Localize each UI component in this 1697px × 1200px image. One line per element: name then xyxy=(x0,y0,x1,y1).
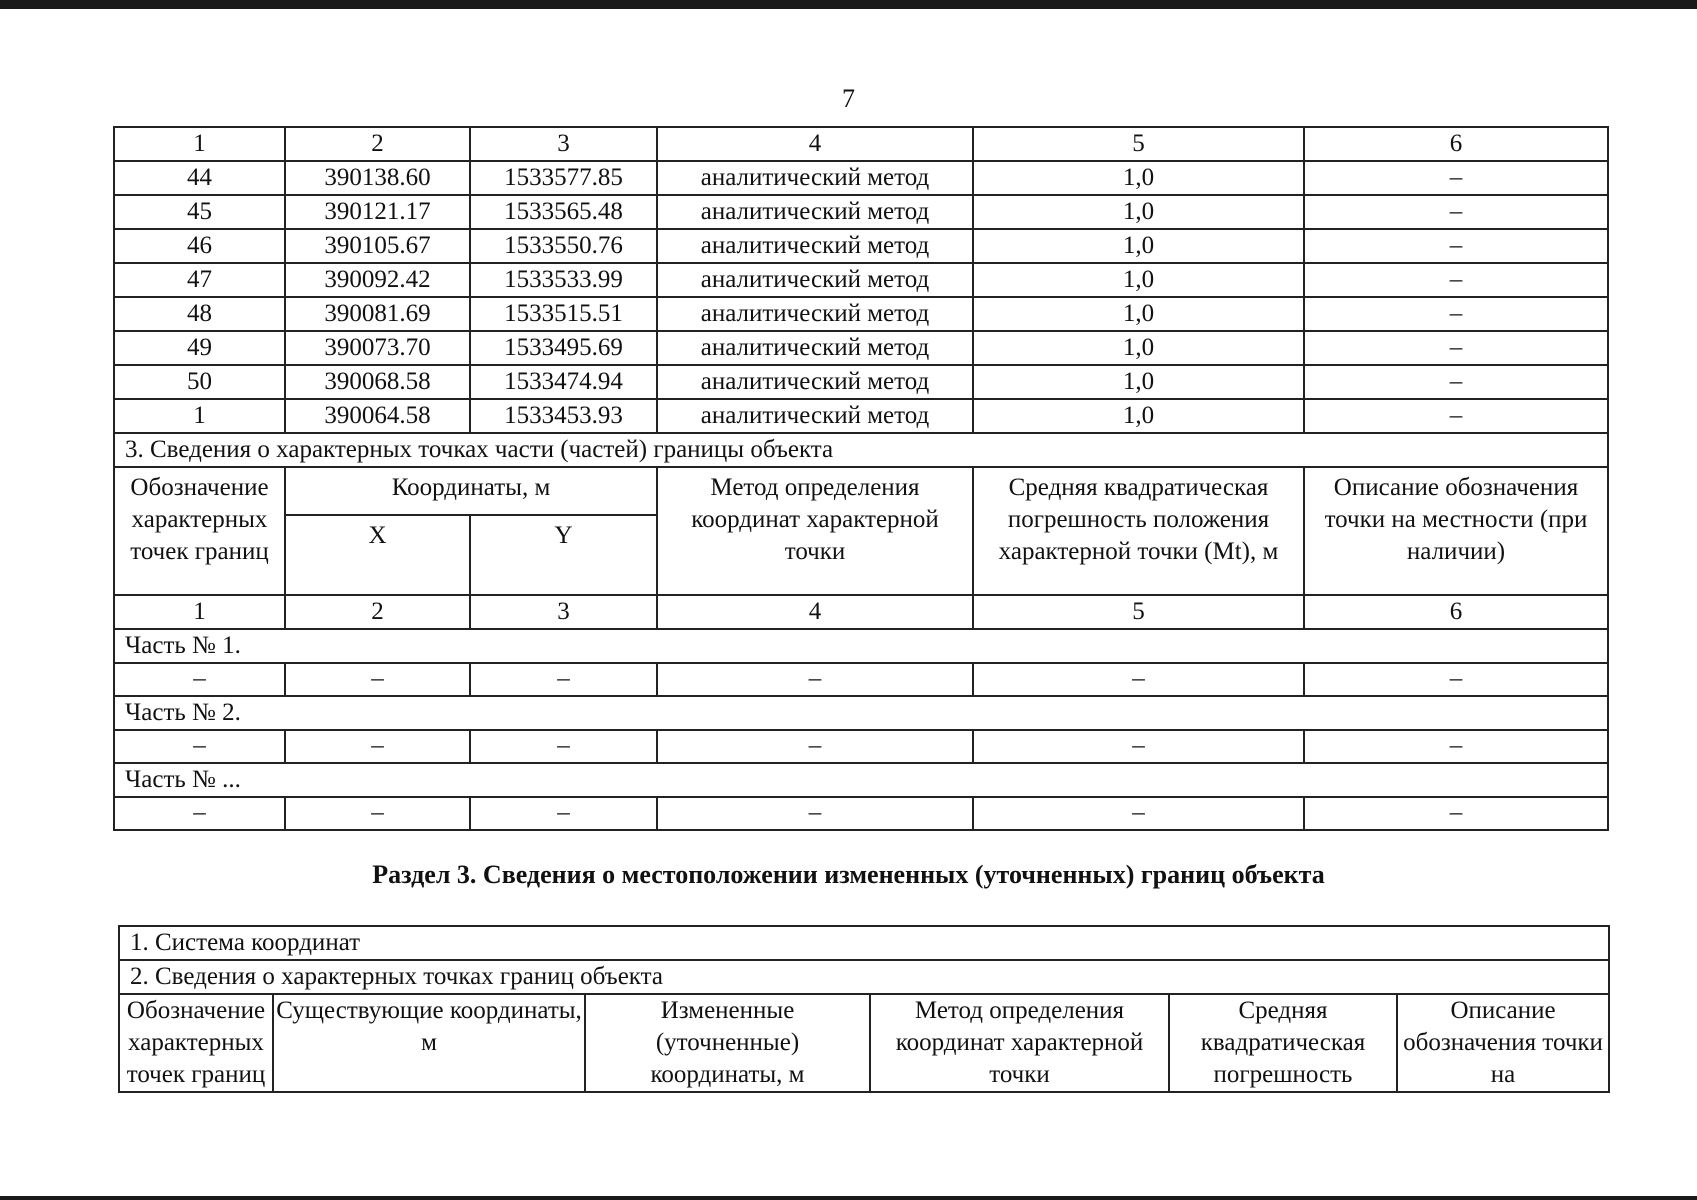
part-value: – xyxy=(285,730,470,763)
coord-y: 1533577.85 xyxy=(470,161,657,195)
header-method: Метод определения координат характерной точки xyxy=(870,994,1169,1092)
part-label-row xyxy=(114,763,1608,797)
method: аналитический метод xyxy=(657,365,973,399)
part-values-row xyxy=(114,663,1608,696)
table-row xyxy=(114,229,1608,263)
header-changed-coords: Измененные (уточненные) координаты, м xyxy=(585,994,870,1092)
point-number: 50 xyxy=(114,365,285,399)
page-number: 7 xyxy=(842,84,855,113)
header-error: Средняя квадратическая погрешность положения характерной точки (Mt), м xyxy=(973,467,1304,595)
points-info-label: 2. Сведения о характерных точках границ объекта xyxy=(119,960,1609,994)
method: аналитический метод xyxy=(657,195,973,229)
col-number: 3 xyxy=(470,595,657,629)
part-value: – xyxy=(657,797,973,830)
header-existing-coords: Существующие координаты, м xyxy=(273,994,585,1092)
method: аналитический метод xyxy=(657,399,973,433)
error-mt: 1,0 xyxy=(973,229,1304,263)
coord-x: 390138.60 xyxy=(285,161,470,195)
point-number: 47 xyxy=(114,263,285,297)
col-number: 4 xyxy=(657,595,973,629)
points-info-row xyxy=(119,960,1609,994)
description: – xyxy=(1304,365,1608,399)
header-designation: Обозначение характерных точек границ xyxy=(114,467,285,595)
header-designation: Обозначение характерных точек границ xyxy=(119,994,273,1092)
method: аналитический метод xyxy=(657,263,973,297)
point-number: 49 xyxy=(114,331,285,365)
column-number-row xyxy=(114,127,1608,161)
coord-y: 1533474.94 xyxy=(470,365,657,399)
part-value: – xyxy=(1304,797,1608,830)
section-3-title: 3. Сведения о характерных точках части (частей) границы объекта xyxy=(114,433,1608,467)
error-mt: 1,0 xyxy=(973,161,1304,195)
table-row xyxy=(114,195,1608,229)
table-row xyxy=(114,263,1608,297)
part-values-row xyxy=(114,730,1608,763)
coordinate-system-label: 1. Система координат xyxy=(119,926,1609,960)
description: – xyxy=(1304,331,1608,365)
coord-x: 390064.58 xyxy=(285,399,470,433)
method: аналитический метод xyxy=(657,297,973,331)
description: – xyxy=(1304,263,1608,297)
coord-y: 1533533.99 xyxy=(470,263,657,297)
coord-x: 390121.17 xyxy=(285,195,470,229)
header-x: X xyxy=(285,515,470,595)
table-row xyxy=(114,331,1608,365)
part-value: – xyxy=(114,730,285,763)
error-mt: 1,0 xyxy=(973,297,1304,331)
coord-x: 390073.70 xyxy=(285,331,470,365)
part-value: – xyxy=(114,797,285,830)
col-number: 1 xyxy=(114,127,285,161)
col-number: 4 xyxy=(657,127,973,161)
table-row xyxy=(114,365,1608,399)
table-row xyxy=(114,399,1608,433)
scan-border-bottom xyxy=(0,1196,1697,1200)
part-value: – xyxy=(285,797,470,830)
description: – xyxy=(1304,195,1608,229)
col-number: 2 xyxy=(285,595,470,629)
error-mt: 1,0 xyxy=(973,399,1304,433)
description: – xyxy=(1304,229,1608,263)
description: – xyxy=(1304,399,1608,433)
description: – xyxy=(1304,161,1608,195)
point-number: 44 xyxy=(114,161,285,195)
method: аналитический метод xyxy=(657,161,973,195)
point-number: 48 xyxy=(114,297,285,331)
col-number: 5 xyxy=(973,595,1304,629)
part-value: – xyxy=(470,797,657,830)
header-row xyxy=(119,994,1609,1092)
col-number: 1 xyxy=(114,595,285,629)
header-method: Метод определения координат характерной точки xyxy=(657,467,973,595)
error-mt: 1,0 xyxy=(973,365,1304,399)
part-label: Часть № ... xyxy=(114,763,1608,797)
part-label-row xyxy=(114,629,1608,663)
error-mt: 1,0 xyxy=(973,195,1304,229)
point-number: 1 xyxy=(114,399,285,433)
coord-y: 1533565.48 xyxy=(470,195,657,229)
header-coordinates: Координаты, м xyxy=(285,467,657,515)
header-error: Средняя квадратическая погрешность xyxy=(1169,994,1397,1092)
description: – xyxy=(1304,297,1608,331)
coord-y: 1533495.69 xyxy=(470,331,657,365)
table-row xyxy=(114,297,1608,331)
part-label: Часть № 2. xyxy=(114,696,1608,730)
error-mt: 1,0 xyxy=(973,331,1304,365)
section-title-row xyxy=(114,433,1608,467)
part-value: – xyxy=(470,663,657,696)
coord-y: 1533550.76 xyxy=(470,229,657,263)
part-value: – xyxy=(973,797,1304,830)
header-description: Описание обозначения точки на местности (при наличии) xyxy=(1304,467,1608,595)
coord-x: 390092.42 xyxy=(285,263,470,297)
coord-x: 390081.69 xyxy=(285,297,470,331)
scan-border-top xyxy=(0,0,1697,9)
coord-x: 390068.58 xyxy=(285,365,470,399)
part-value: – xyxy=(470,730,657,763)
header-row xyxy=(114,467,1608,515)
col-number: 3 xyxy=(470,127,657,161)
method: аналитический метод xyxy=(657,229,973,263)
table-row xyxy=(114,161,1608,195)
col-number: 6 xyxy=(1304,127,1608,161)
point-number: 46 xyxy=(114,229,285,263)
part-value: – xyxy=(1304,663,1608,696)
error-mt: 1,0 xyxy=(973,263,1304,297)
changed-boundaries-table xyxy=(118,925,1610,1093)
point-number: 45 xyxy=(114,195,285,229)
col-number: 2 xyxy=(285,127,470,161)
header-description: Описание обозначения точки на xyxy=(1397,994,1609,1092)
part-label-row xyxy=(114,696,1608,730)
part-value: – xyxy=(285,663,470,696)
part-value: – xyxy=(114,663,285,696)
part-value: – xyxy=(657,663,973,696)
coord-y: 1533453.93 xyxy=(470,399,657,433)
section-heading: Раздел 3. Сведения о местоположении измененных (уточненных) границ объекта xyxy=(372,860,1325,889)
part-value: – xyxy=(657,730,973,763)
column-number-row xyxy=(114,595,1608,629)
coordinates-table xyxy=(113,126,1609,831)
part-value: – xyxy=(973,730,1304,763)
coord-y: 1533515.51 xyxy=(470,297,657,331)
method: аналитический метод xyxy=(657,331,973,365)
part-label: Часть № 1. xyxy=(114,629,1608,663)
coordinate-system-row xyxy=(119,926,1609,960)
header-y: Y xyxy=(470,515,657,595)
col-number: 6 xyxy=(1304,595,1608,629)
part-values-row xyxy=(114,797,1608,830)
part-value: – xyxy=(1304,730,1608,763)
col-number: 5 xyxy=(973,127,1304,161)
coord-x: 390105.67 xyxy=(285,229,470,263)
part-value: – xyxy=(973,663,1304,696)
